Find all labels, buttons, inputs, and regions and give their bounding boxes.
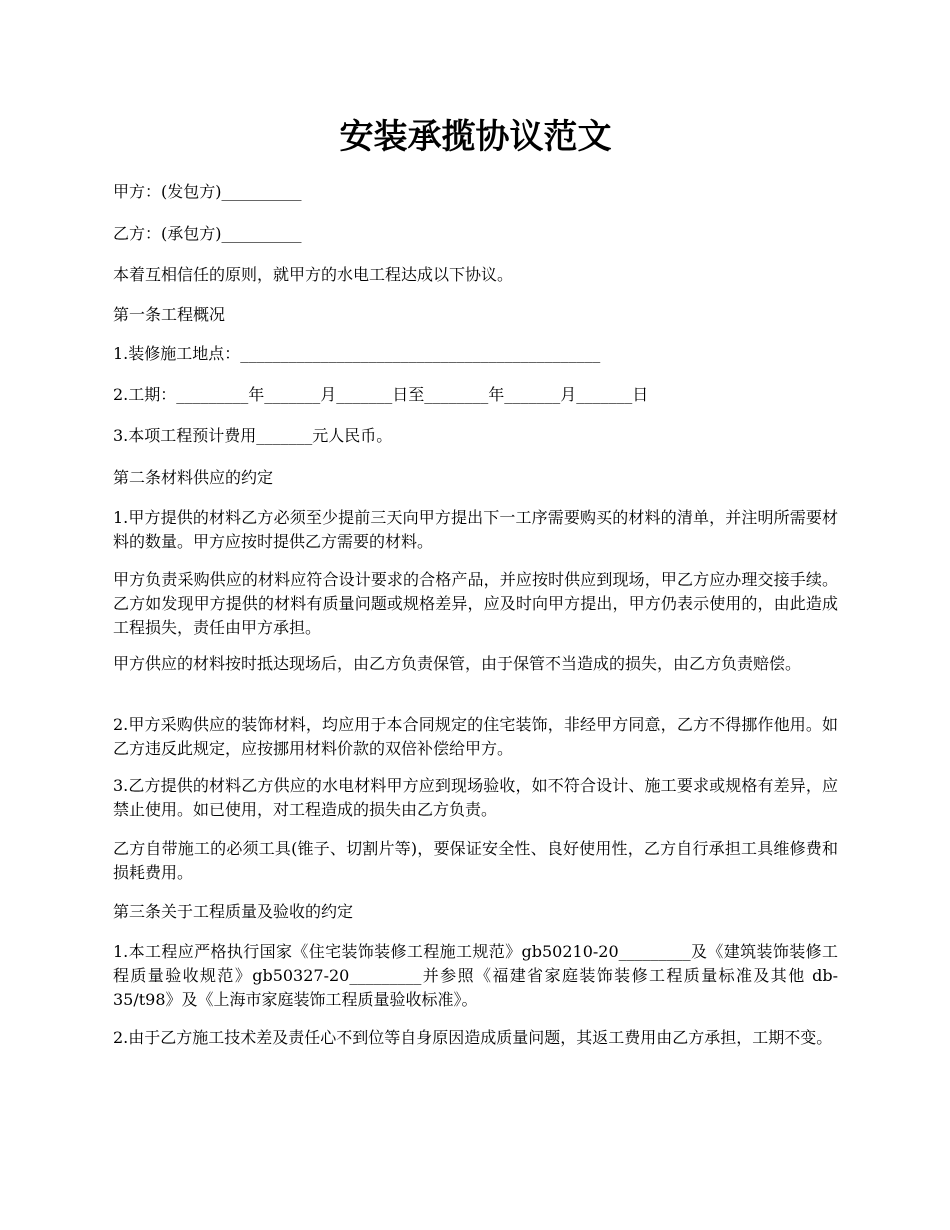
clause-2-1-para-2: 甲方负责采购供应的材料应符合设计要求的合格产品，并应按时供应到现场，甲乙方应办理交接手续。乙方如发现甲方提供的材料有质量问题或规格差异，应及时向甲方提出，甲方仍表示使用的，由此造成工程损失，责任由甲方承担。 <box>113 570 838 637</box>
clause-2-3-para-2: 乙方自带施工的必须工具(锥子、切割片等)，要保证安全性、良好使用性，乙方自行承担工具维修费和损耗费用。 <box>113 839 838 882</box>
article-1-heading: 第一条工程概况 <box>113 305 226 324</box>
clause-2-2: 2.甲方采购供应的装饰材料，均应用于本合同规定的住宅装饰，非经甲方同意，乙方不得挪作他用。如乙方违反此规定，应按挪用材料价款的双倍补偿给甲方。 <box>113 715 838 758</box>
clause-2-3: 3.乙方提供的材料乙方供应的水电材料甲方应到现场验收，如不符合设计、施工要求或规格有差异，应禁止使用。如已使用，对工程造成的损失由乙方负责。 <box>113 776 838 819</box>
clause-2-1: 1.甲方提供的材料乙方必须至少提前三天向甲方提出下一工序需要购买的材料的清单，并注明所需要材料的数量。甲方应按时提供乙方需要的材料。 <box>113 508 838 551</box>
article-3-heading: 第三条关于工程质量及验收的约定 <box>113 902 354 921</box>
party-b-line: 乙方：(承包方)__________ <box>113 224 302 243</box>
document-title: 安装承揽协议范文 <box>339 117 612 157</box>
clause-1-1-location: 1.装修施工地点：_____________________________________________ <box>113 344 601 363</box>
clause-1-3-cost: 3.本项工程预计费用_______元人民币。 <box>113 426 393 445</box>
clause-3-2: 2.由于乙方施工技术差及责任心不到位等自身原因造成质量问题，其返工费用由乙方承担，工期不变。 <box>113 1028 833 1047</box>
clause-1-2-duration: 2.工期：_________年_______月_______日至________年_______月_______日 <box>113 385 649 404</box>
article-2-heading: 第二条材料供应的约定 <box>113 468 274 487</box>
clause-3-1: 1.本工程应严格执行国家《住宅装饰装修工程施工规范》gb50210-20_________及《建筑装饰装修工程质量验收规范》gb50327-20_________并参照《福建省家庭装饰装修工程质量标准及其他 db-35/t98》及《上海市家庭装饰工程质量验收标准》。 <box>113 942 838 1009</box>
preamble: 本着互相信任的原则，就甲方的水电工程达成以下协议。 <box>113 265 514 284</box>
party-a-line: 甲方：(发包方)__________ <box>113 182 302 201</box>
clause-2-1-para-3: 甲方供应的材料按时抵达现场后，由乙方负责保管，由于保管不当造成的损失，由乙方负责赔偿。 <box>113 654 802 673</box>
